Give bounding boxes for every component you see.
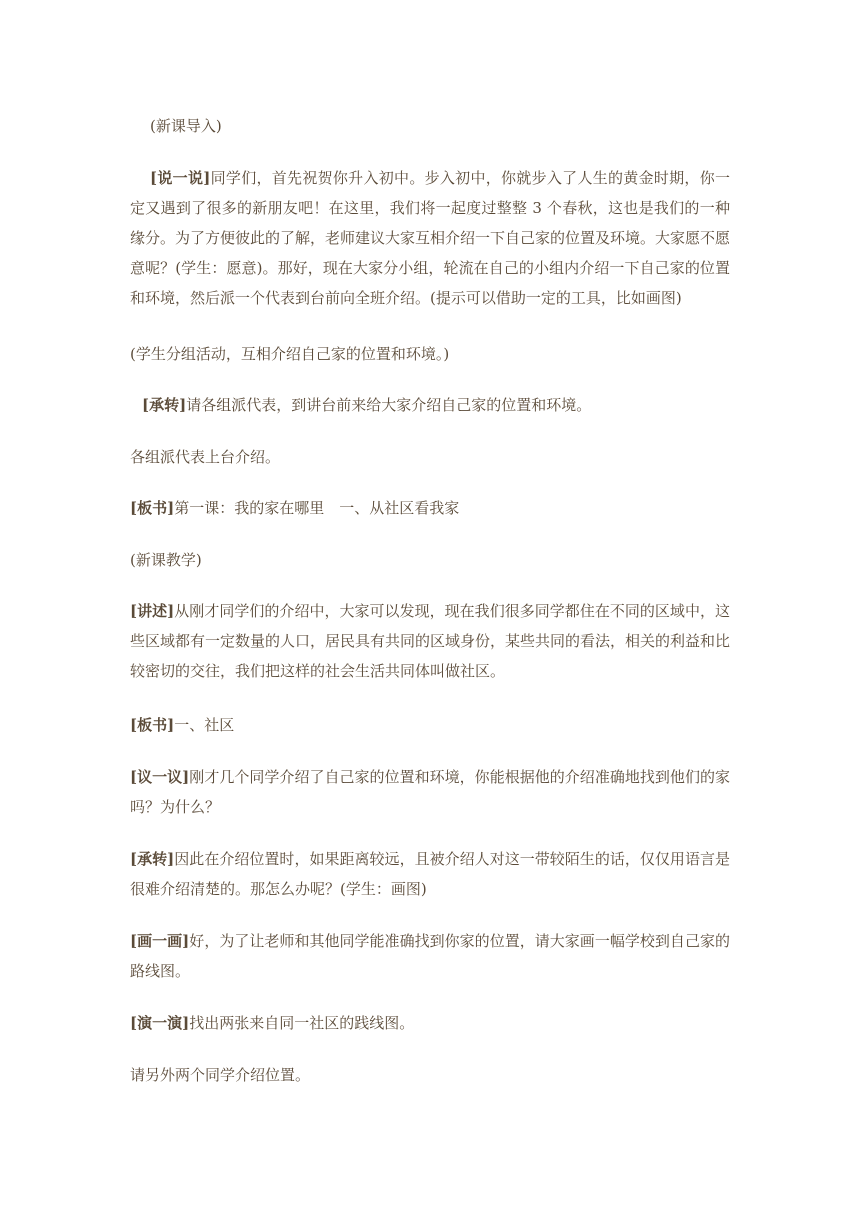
- paragraph-tag: [板书]: [130, 716, 175, 734]
- paragraph-transition-1: [142, 390, 742, 420]
- paragraph-board-1: [130, 493, 730, 523]
- paragraph-act: [130, 1008, 730, 1038]
- section-heading-teaching: [130, 545, 730, 575]
- paragraph-tag: [演一演]: [130, 1014, 190, 1032]
- paragraph-narrate: [130, 596, 730, 686]
- paragraph-text: 一、社区: [174, 716, 235, 734]
- paragraph-text: (新课导入): [150, 117, 222, 135]
- paragraph-tag: [承转]: [142, 396, 187, 414]
- paragraph-text: (新课教学): [130, 551, 202, 569]
- paragraph-discuss: [130, 762, 730, 822]
- paragraph-tag: [承转]: [130, 850, 175, 868]
- paragraph-text: 请另外两个同学介绍位置。: [130, 1066, 311, 1084]
- paragraph-tag: [讲述]: [130, 602, 175, 620]
- paragraph-text: 各组派代表上台介绍。: [130, 448, 281, 466]
- paragraph-closing: [130, 1060, 730, 1090]
- paragraph-draw: [130, 926, 730, 986]
- paragraph-board-2: [130, 710, 730, 740]
- paragraph-text: 好，为了让老师和其他同学能准确找到你家的位置，请大家画一幅学校到自己家的路线图。: [130, 932, 730, 980]
- paragraph-text: 找出两张来自同一社区的践线图。: [189, 1014, 415, 1032]
- paragraph-student-activity: [130, 339, 730, 369]
- paragraph-text: 第一课：我的家在哪里 一、从社区看我家: [174, 499, 460, 517]
- paragraph-text: 因此在介绍位置时，如果距离较远，且被介绍人对这一带较陌生的话，仅仅用语言是很难介绍清楚的。那怎么办呢？(学生：画图): [130, 850, 730, 898]
- paragraph-say: [130, 163, 730, 313]
- paragraph-tag: [议一议]: [130, 768, 190, 786]
- paragraph-tag: [说一说]: [150, 169, 211, 187]
- section-heading-intro: [150, 111, 750, 141]
- paragraph-transition-2: [130, 844, 730, 904]
- paragraph-text: 刚才几个同学介绍了自己家的位置和环境，你能根据他的介绍准确地找到他们的家吗？为什么？: [130, 768, 730, 816]
- paragraph-representatives: [130, 442, 730, 472]
- paragraph-text: 请各组派代表，到讲台前来给大家介绍自己家的位置和环境。: [186, 396, 592, 414]
- paragraph-text: 同学们，首先祝贺你升入初中。步入初中，你就步入了人生的黄金时期，你一定又遇到了很多的新朋友吧！在这里，我们将一起度过整整 3 个春秋，这也是我们的一种缘分。为了方便彼此的了解，老师建议大家互相介绍一下自己家的位置及环境。大家愿不愿意呢？(学生：愿意)。那好，现在大家分小组，轮流在自己的小组内介绍一下自己家的位置和环境，然后派一个代表到台前向全班介绍。(提示可以借助一定的工具，比如画图): [130, 169, 731, 307]
- paragraph-text: 从刚才同学们的介绍中，大家可以发现，现在我们很多同学都住在不同的区域中，这些区域都有一定数量的人口，居民具有共同的区域身份，某些共同的看法，相关的利益和比较密切的交往，我们把这样的社会生活共同体叫做社区。: [130, 602, 731, 680]
- paragraph-tag: [画一画]: [130, 932, 190, 950]
- paragraph-text: (学生分组活动，互相介绍自己家的位置和环境。): [130, 345, 450, 363]
- paragraph-tag: [板书]: [130, 499, 175, 517]
